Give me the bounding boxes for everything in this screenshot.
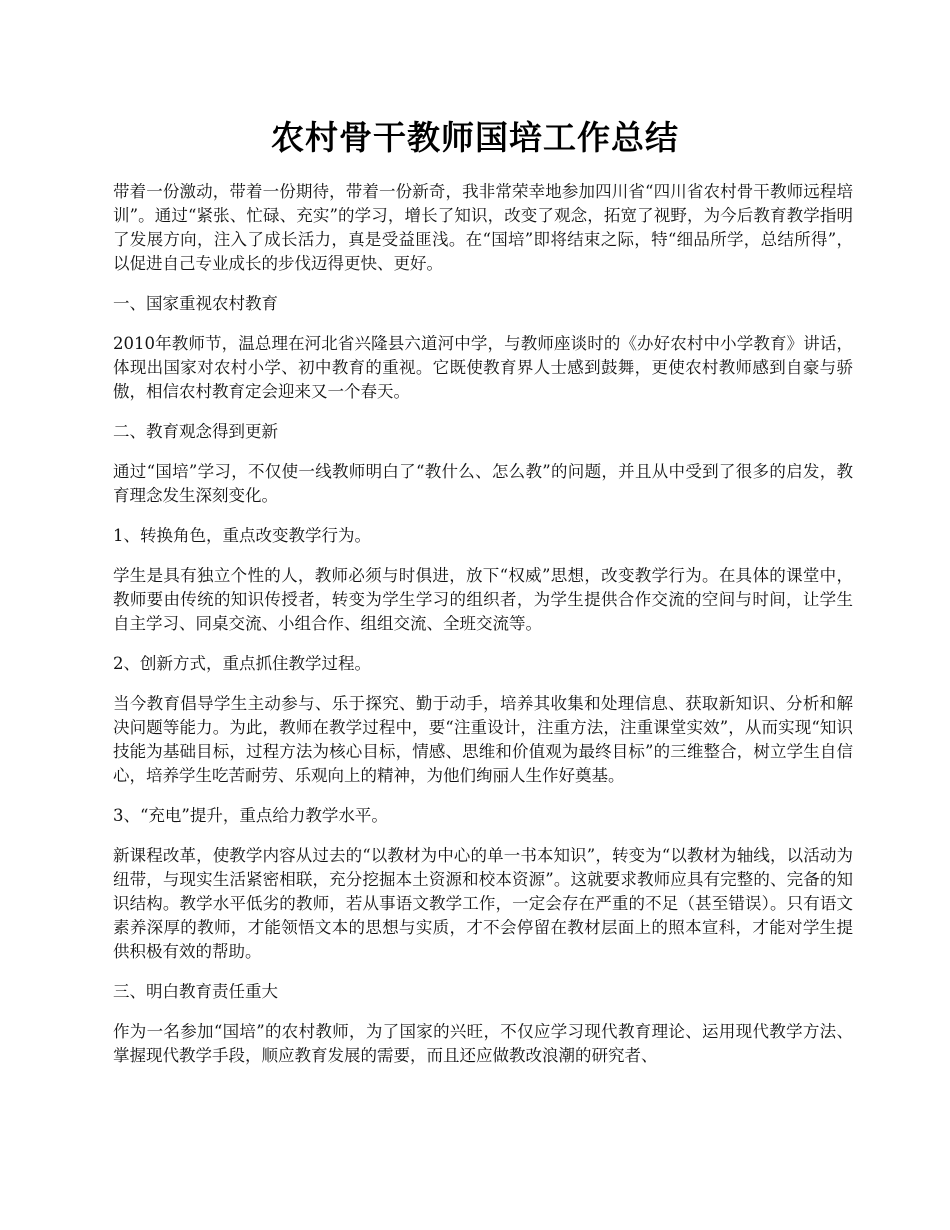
document-title: 农村骨干教师国培工作总结	[271, 118, 679, 157]
paragraph-section-3: 作为一名参加“国培”的农村教师，为了国家的兴旺，不仅应学习现代教育理论、运用现代教学方法、掌握现代教学手段，顺应教育发展的需要，而且还应做教改浪潮的研究者、	[113, 1022, 853, 1065]
section-heading-1: 一、国家重视农村教育	[113, 294, 278, 313]
subheading-3: 3、“充电”提升，重点给力教学水平。	[113, 806, 388, 825]
paragraph-subsection-1: 学生是具有独立个性的人，教师必须与时俱进，放下“权威”思想，改变教学行为。在具体的课堂中，教师要由传统的知识传授者，转变为学生学习的组织者，为学生提供合作交流的空间与时间，让学生自主学习、同桌交流、小组合作、组组交流、全班交流等。	[113, 566, 853, 633]
paragraph-section-2: 通过“国培”学习，不仅使一线教师明白了“教什么、怎么教”的问题，并且从中受到了很多的启发，教育理念发生深刻变化。	[113, 462, 853, 505]
subheading-1: 1、转换角色，重点改变教学行为。	[113, 526, 371, 545]
subheading-2: 2、创新方式，重点抓住教学过程。	[113, 654, 371, 673]
paragraph-section-1: 2010年教师节，温总理在河北省兴隆县六道河中学，与教师座谈时的《办好农村中小学教育》讲话，体现出国家对农村小学、初中教育的重视。它既使教育界人士感到鼓舞，更使农村教师感到自豪与骄傲，相信农村教育定会迎来又一个春天。	[113, 334, 853, 401]
section-heading-2: 二、教育观念得到更新	[113, 422, 278, 441]
document-body	[113, 180, 853, 1084]
paragraph-intro: 带着一份激动，带着一份期待，带着一份新奇，我非常荣幸地参加四川省“四川省农村骨干教师远程培训”。通过“紧张、忙碌、充实”的学习，增长了知识，改变了观念，拓宽了视野，为今后教育教学指明了发展方向，注入了成长活力，真是受益匪浅。在“国培”即将结束之际，特“细品所学，总结所得”，以促进自己专业成长的步伐迈得更快、更好。	[113, 182, 853, 273]
paragraph-subsection-2: 当今教育倡导学生主动参与、乐于探究、勤于动手，培养其收集和处理信息、获取新知识、分析和解决问题等能力。为此，教师在教学过程中，要“注重设计，注重方法，注重课堂实效”，从而实现“知识技能为基础目标，过程方法为核心目标，情感、思维和价值观为最终目标”的三维整合，树立学生自信心，培养学生吃苦耐劳、乐观向上的精神，为他们绚丽人生作好奠基。	[113, 694, 853, 785]
paragraph-subsection-3: 新课程改革，使教学内容从过去的“以教材为中心的单一书本知识”，转变为“以教材为轴线，以活动为纽带，与现实生活紧密相联，充分挖掘本土资源和校本资源”。这就要求教师应具有完整的、完备的知识结构。教学水平低劣的教师，若从事语文教学工作，一定会存在严重的不足（甚至错误）。只有语文素养深厚的教师，才能领悟文本的思想与实质，才不会停留在教材层面上的照本宣科，才能对学生提供积极有效的帮助。	[113, 846, 853, 961]
section-heading-3: 三、明白教育责任重大	[113, 982, 278, 1001]
